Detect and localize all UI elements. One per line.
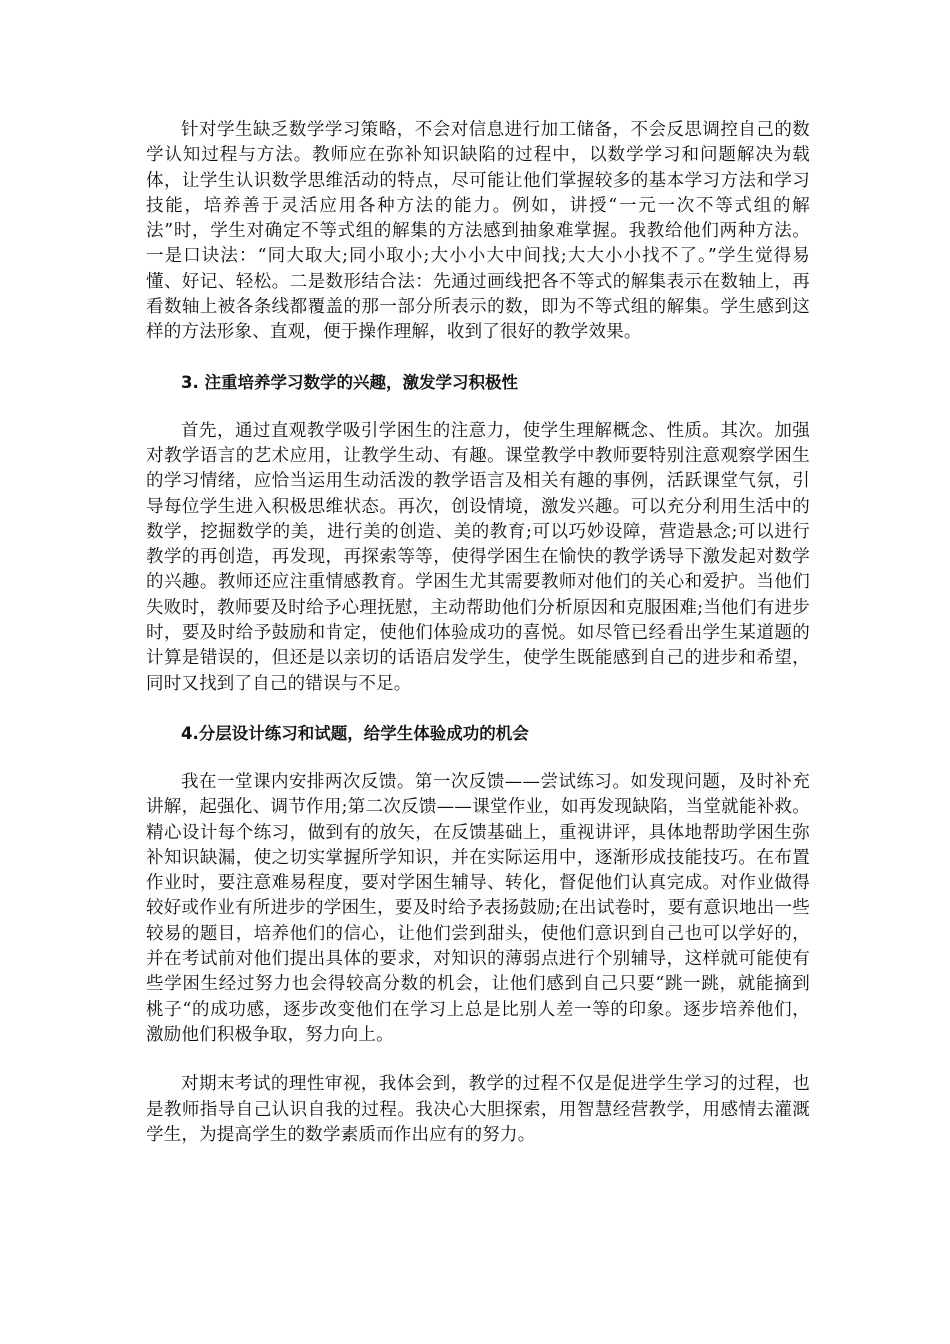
spacer (146, 746, 810, 770)
paragraph-interest: 首先，通过直观教学吸引学困生的注意力，使学生理解概念、性质。其次。加强对教学语言的艺术应用，让教学生动、有趣。课堂教学中教师要特别注意观察学困生的学习情绪，应恰当运用生动活泼的教学语言及相关有趣的事例，活跃课堂气氛，引导每位学生进入积极思维状态。再次，创设情境，激发兴趣。可以充分利用生活中的数学，挖掘数学的美，进行美的创造、美的教育;可以巧妙设障，营造悬念;可以进行教学的再创造，再发现，再探索等等，使得学困生在愉快的教学诱导下激发起对数学的兴趣。教师还应注重情感教育。学困生尤其需要教师对他们的关心和爱护。当他们失败时，教师要及时给予心理抚慰，主动帮助他们分析原因和克服困难;当他们有进步时，要及时给予鼓励和肯定，使他们体验成功的喜悦。如尽管已经看出学生某道题的计算是错误的，但还是以亲切的话语启发学生，使学生既能感到自己的进步和希望，同时又找到了自己的错误与不足。 (146, 420, 810, 694)
spacer (146, 1048, 810, 1072)
spacer (146, 395, 810, 419)
document-body (146, 118, 810, 1148)
section-heading-4: 4.分层设计练习和试题，给学生体验成功的机会 (181, 723, 529, 743)
paragraph-learning-strategies: 针对学生缺乏数学学习策略，不会对信息进行加工储备，不会反思调控自己的数学认知过程与方法。教师应在弥补知识缺陷的过程中，以数学学习和问题解决为载体，让学生认识数学思维活动的特点，尽可能让他们掌握较多的基本学习方法和学习技能，培养善于灵活应用各种方法的能力。例如，讲授“一元一次不等式组的解法”时，学生对确定不等式组的解集的方法感到抽象难掌握。我教给他们两种方法。一是口诀法：“同大取大;同小取小;大小小大中间找;大大小小找不了。”学生觉得易懂、好记、轻松。二是数形结合法：先通过画线把各不等式的解集表示在数轴上，再看数轴上被各条线都覆盖的那一部分所表示的数，即为不等式组的解集。学生感到这样的方法形象、直观，便于操作理解，收到了很好的教学效果。 (146, 120, 810, 343)
section-heading-3: 3. 注重培养学习数学的兴趣，激发学习积极性 (181, 372, 518, 392)
paragraph-layered-practice: 我在一堂课内安排两次反馈。第一次反馈——尝试练习。如发现问题，及时补充讲解，起强化、调节作用;第二次反馈——课堂作业，如再发现缺陷，当堂就能补救。精心设计每个练习，做到有的放矢，在反馈基础上，重视讲评，具体地帮助学困生弥补知识缺漏，使之切实掌握所学知识，并在实际运用中，逐渐形成技能技巧。在布置作业时，要注意难易程度，要对学困生辅导、转化，督促他们认真完成。对作业做得较好或作业有所进步的学困生，要及时给予表扬鼓励;在出试卷时，要有意识地出一些较易的题目，培养他们的信心，让他们尝到甜头，使他们意识到自己也可以学好的，并在考试前对他们提出具体的要求，对知识的薄弱点进行个别辅导，这样就可能使有些学困生经过努力也会得较高分数的机会，让他们感到自己只要“跳一跳，就能摘到桃子“的成功感，逐步改变他们在学习上总是比别人差一等的印象。逐步培养他们，激励他们积极争取，努力向上。 (146, 771, 810, 1045)
spacer (146, 346, 810, 370)
spacer (146, 697, 810, 721)
paragraph-conclusion: 对期末考试的理性审视，我体会到，教学的过程不仅是促进学生学习的过程，也是教师指导自己认识自我的过程。我决心大胆探索，用智慧经营教学，用感情去灌溉学生，为提高学生的数学素质而作出应有的努力。 (146, 1074, 810, 1145)
